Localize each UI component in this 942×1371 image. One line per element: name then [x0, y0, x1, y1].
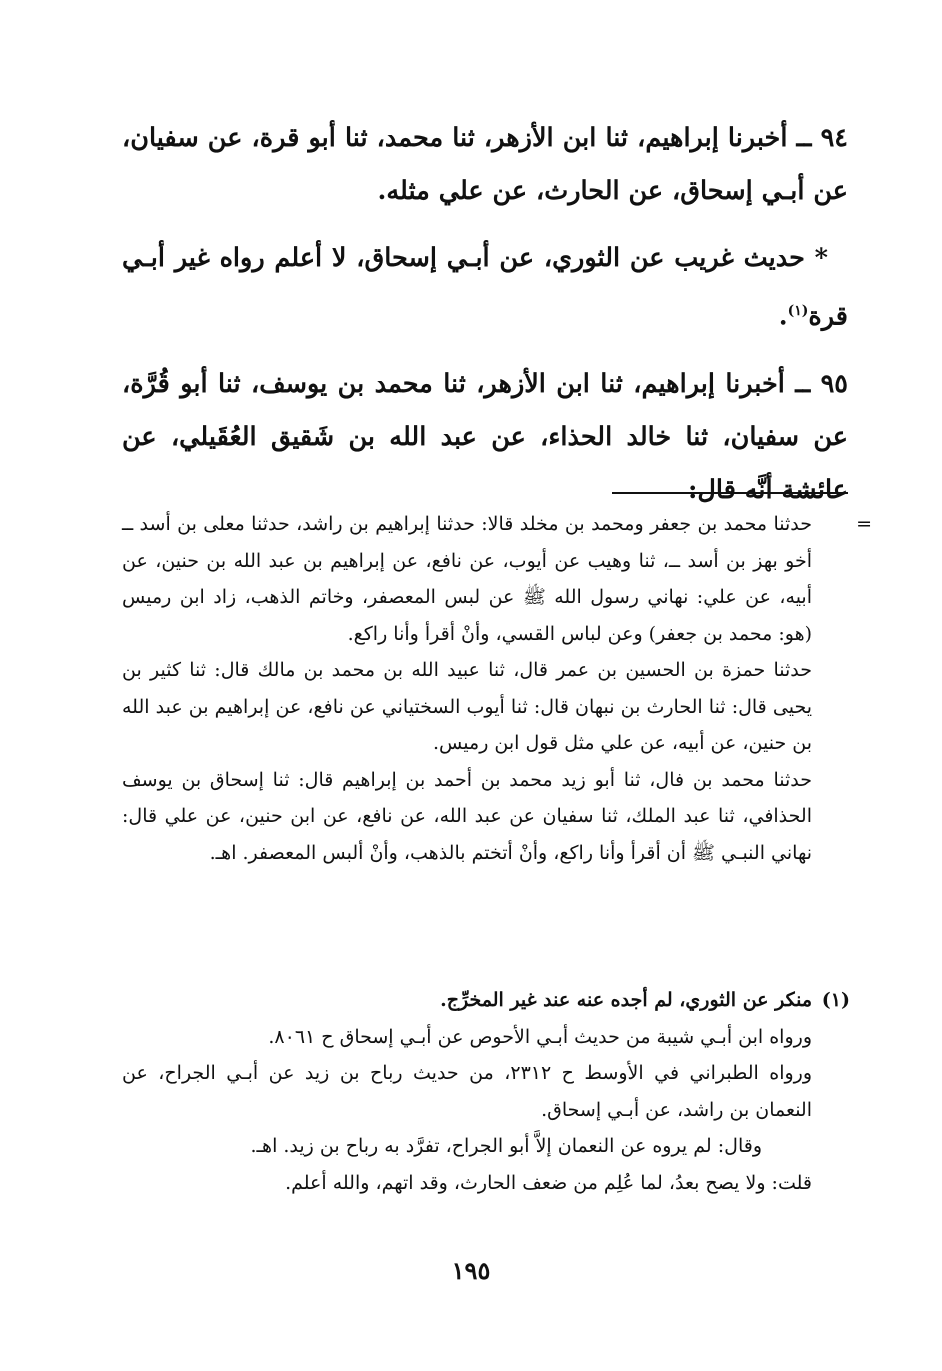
footnote-line-4: وقال: لم يروه عن النعمان إلاَّ أبو الجراح، تفرَّد به رباح بن زيد. اهـ. [250, 1135, 762, 1157]
note-paragraph-1: حدثنا محمد بن جعفر ومحمد بن مخلد قالا: حدثنا إبراهيم بن راشد، حدثنا معلى بن أسد ــ أخو بهز بن أسد ــ، ثنا وهيب عن أيوب، عن نافع، عن إبراهيم بن عبد الله بن حنين، عن أبيه، عن علي: نهاني رسول الله ﷺ عن لبس المعصفر، وخاتم الذهب، زاد ابن رميس (هو: محمد بن جعفر) وعن لباس القسي، وأنْ أقرأ وأنا راكع. [122, 513, 812, 645]
continued-notes [122, 506, 812, 871]
note-paragraph-3: حدثنا محمد بن فال، ثنا أبو زيد محمد بن أحمد بن إبراهيم قال: ثنا إسحاق بن يوسف الحذافي، ثنا عبد الملك، ثنا سفيان عن عبد الله، عن نافع، عن ابن حنين، عن علي قال: نهاني النبـي ﷺ أن أقرأ وأنا راكع، وأنْ أتختم بالذهب، وأنْ ألبس المعصفر. اهـ. [122, 768, 812, 864]
hadith-94: ٩٤ ــ أخبرنا إبراهيم، ثنا ابن الأزهر، ثنا محمد، ثنا أبو قرة، عن سفيان، عن أبـي إسحاق، عن الحارث، عن علي مثله. [122, 123, 848, 206]
footnote-line-1: منكر عن الثوري، لم أجده عنه عند غير المخرِّج. [440, 989, 812, 1011]
footnote-line-5: قلت: ولا يصح بعدُ، لما عُلِم من ضعف الحارث، وقد اتهم، والله أعلم. [285, 1171, 812, 1194]
footnote-line-3: ورواه الطبراني في الأوسط ح ٢٣١٢، من حديث رباح بن زيد عن أبـي الجراح، عن النعمان بن راشد، عن أبـي إسحاق. [122, 1062, 812, 1121]
footnote-1 [122, 982, 812, 1201]
comment-end: . [778, 301, 788, 332]
footnote-divider [612, 492, 848, 494]
comment-text: * حديث غريب عن الثوري، عن أبـي إسحاق، لا أعلم رواه غير أبـي قرة [122, 243, 848, 332]
footnote-line-2: ورواه ابن أبـي شيبة من حديث أبـي الأحوص عن أبـي إسحاق ح ٨٠٦١. [268, 1025, 812, 1048]
note-paragraph-2: حدثنا حمزة بن الحسين بن عمر قال، ثنا عبيد الله بن محمد بن مالك قال: ثنا كثير بن يحيى قال: ثنا الحارث بن نبهان قال: ثنا أيوب السختياني عن نافع، عن إبراهيم بن عبد الله بن حنين، عن أبيه، عن علي مثل قول ابن رميس. [122, 659, 812, 754]
footnote-number: (١) [821, 989, 850, 1011]
footnote-ref[interactable]: (١) [787, 303, 809, 319]
hadith-95: ٩٥ ــ أخبرنا إبراهيم، ثنا ابن الأزهر، ثنا محمد بن يوسف، ثنا أبو قُرَّة، عن سفيان، ثنا خالد الحذاء، عن عبد الله بن شَقيق العُقَيلي، عن عائشة أنَّه قال: [122, 368, 848, 505]
continuation-marker: = [856, 513, 872, 535]
page-number: ١٩٥ [451, 1256, 491, 1285]
main-text [122, 112, 848, 531]
hadith-comment [122, 232, 848, 344]
